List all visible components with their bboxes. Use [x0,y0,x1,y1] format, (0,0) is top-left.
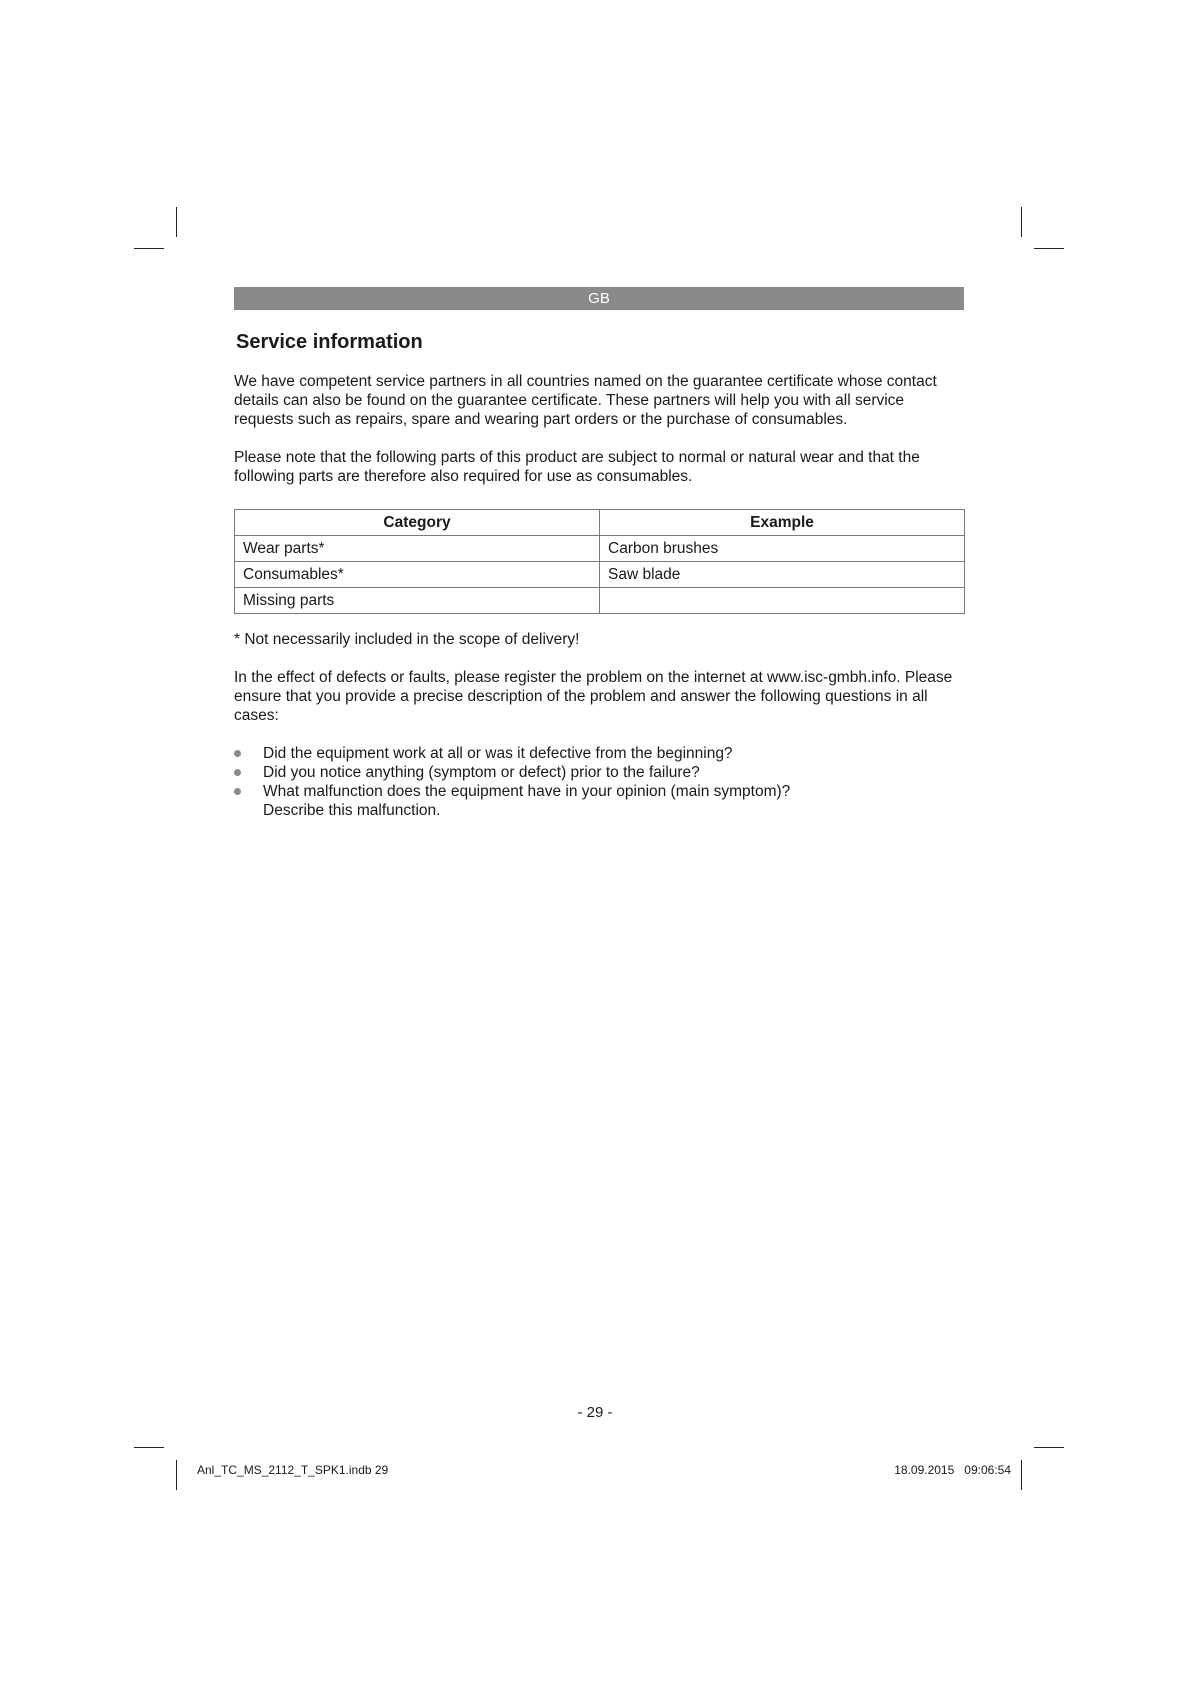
consumables-table [234,509,965,614]
page-content [234,287,964,820]
crop-mark [1021,207,1022,237]
language-bar: GB [234,287,964,310]
list-item-text: What malfunction does the equipment have in your opinion (main symptom)? [263,783,791,800]
list-item-text: Did you notice anything (symptom or defect) prior to the failure? [263,764,700,781]
crop-mark [134,1447,164,1448]
page-number: - 29 - [577,1404,613,1421]
list-item [234,763,964,782]
wear-parts-paragraph: Please note that the following parts of this product are subject to normal or natural wear and that the following parts are therefore also required for use as consumables. [234,449,920,485]
table-row [235,588,965,614]
crop-mark [176,1460,177,1490]
crop-mark [1034,1447,1064,1448]
table-cell [600,588,965,614]
list-item-text: Did the equipment work at all or was it defective from the beginning? [263,745,733,762]
column-header-example: Example [600,510,965,536]
table-cell: Saw blade [600,562,965,588]
crop-mark [134,248,164,249]
page-title: Service information [236,331,423,353]
bullet-icon [234,769,241,776]
table-row [235,536,965,562]
table-cell: Carbon brushes [600,536,965,562]
footer-timestamp: 18.09.2015 09:06:54 [894,1463,1011,1477]
footer-filename: Anl_TC_MS_2112_T_SPK1.indb 29 [197,1463,389,1477]
bullet-icon [234,788,241,795]
crop-mark [1034,248,1064,249]
crop-mark [1021,1460,1022,1490]
table-row [235,562,965,588]
table-header-row [235,510,965,536]
crop-mark [176,207,177,237]
list-item [234,782,964,820]
list-item [234,744,964,763]
table-cell: Consumables* [235,562,600,588]
table-cell: Missing parts [235,588,600,614]
defects-paragraph: In the effect of defects or faults, please register the problem on the internet at www.isc-gmbh.info. Please ensure that you provide a precise description of the problem and answer the following questions in all cases: [234,669,953,724]
table-cell: Wear parts* [235,536,600,562]
column-header-category: Category [235,510,600,536]
intro-paragraph: We have competent service partners in all countries named on the guarantee certificate whose contact details can also be found on the guarantee certificate. These partners will help you with all service requests such as repairs, spare and wearing part orders or the purchase of consumables. [234,373,937,428]
questions-list [234,744,964,820]
list-item-continuation: Describe this malfunction. [263,802,441,819]
footnote: * Not necessarily included in the scope of delivery! [234,631,580,648]
bullet-icon [234,750,241,757]
